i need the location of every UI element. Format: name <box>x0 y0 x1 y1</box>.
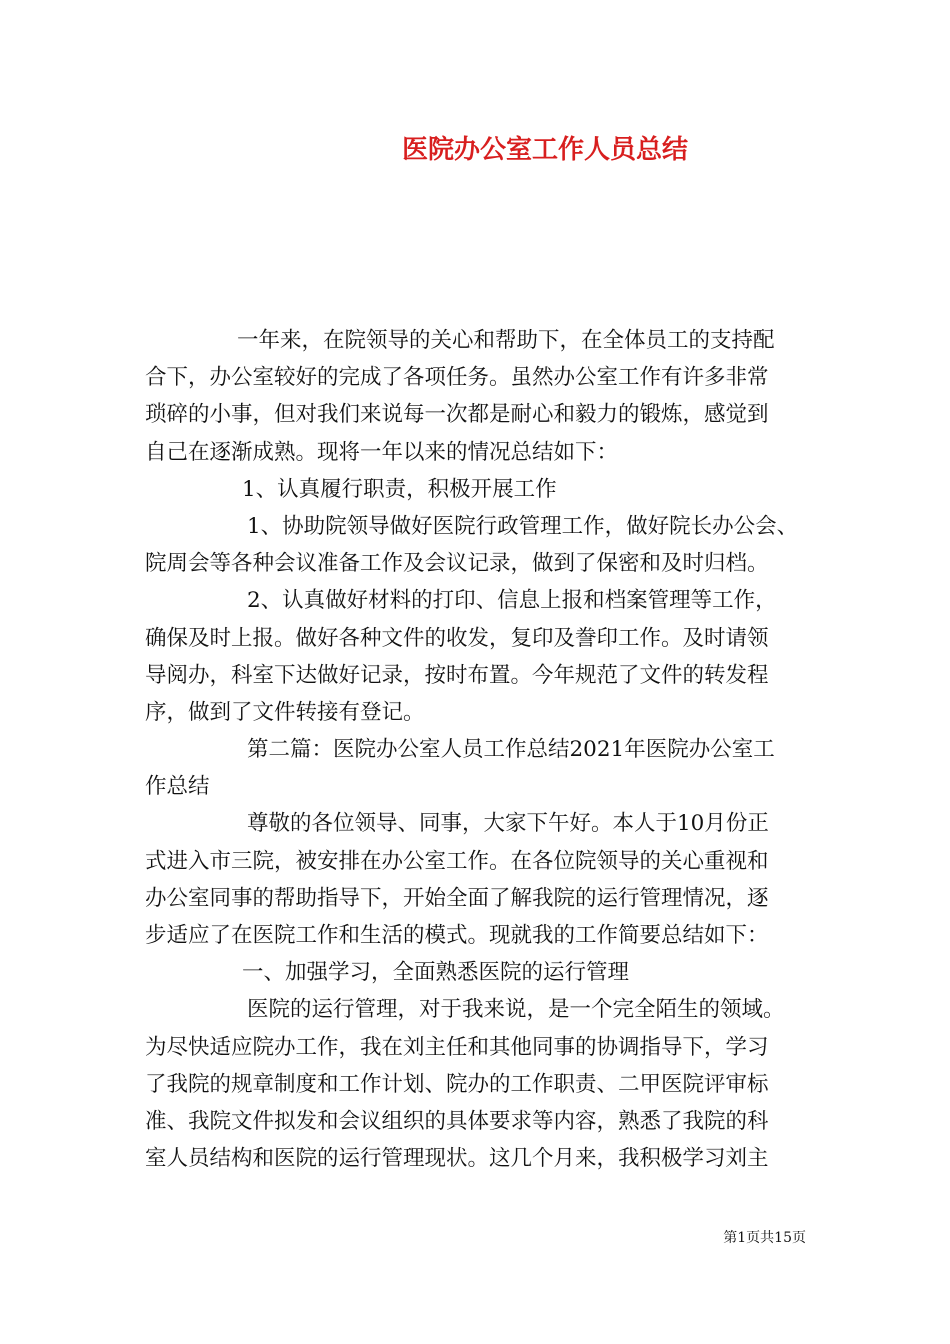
paragraph-line: 办公室同事的帮助指导下，开始全面了解我院的运行管理情况，逐 <box>145 885 769 911</box>
paragraph-line: 琐碎的小事，但对我们来说每一次都是耐心和毅力的锻炼，感觉到 <box>145 402 769 428</box>
paragraph-line: 式进入市三院，被安排在办公室工作。在各位院领导的关心重视和 <box>145 848 769 874</box>
paragraph-line: 合下，办公室较好的完成了各项任务。虽然办公室工作有许多非常 <box>145 365 769 391</box>
paragraph-line: 院周会等各种会议准备工作及会议记录，做到了保密和及时归档。 <box>145 551 769 577</box>
paragraph-line: 一年来，在院领导的关心和帮助下，在全体员工的支持配 <box>237 328 775 353</box>
paragraph-line: 1、协助院领导做好医院行政管理工作，做好院长办公会、 <box>247 513 799 539</box>
document-body <box>145 322 835 1177</box>
page-number: 第1页共15页 <box>723 1230 806 1246</box>
paragraph-line: 了我院的规章制度和工作计划、院办的工作职责、二甲医院评审标 <box>145 1071 769 1097</box>
paragraph-line: 医院的运行管理，对于我来说，是一个完全陌生的领域。 <box>247 997 785 1023</box>
paragraph-line: 准、我院文件拟发和会议组织的具体要求等内容，熟悉了我院的科 <box>145 1108 769 1134</box>
paragraph-line: 导阅办，科室下达做好记录，按时布置。今年规范了文件的转发程 <box>145 662 769 688</box>
section-heading: 一、加强学习，全面熟悉医院的运行管理 <box>242 960 630 986</box>
paragraph-line: 室人员结构和医院的运行管理现状。这几个月来，我积极学习刘主 <box>145 1146 769 1172</box>
document-title: 医院办公室工作人员总结 <box>401 135 688 165</box>
section-heading: 1、认真履行职责，积极开展工作 <box>242 476 557 502</box>
paragraph-line: 尊敬的各位领导、同事，大家下午好。本人于10月份正 <box>247 811 769 837</box>
paragraph-line: 确保及时上报。做好各种文件的收发，复印及誊印工作。及时请领 <box>145 625 769 651</box>
paragraph-line: 自己在逐渐成熟。现将一年以来的情况总结如下： <box>145 439 619 465</box>
chapter-heading: 作总结 <box>145 774 210 800</box>
chapter-heading: 第二篇：医院办公室人员工作总结2021年医院办公室工 <box>247 737 775 763</box>
paragraph-line: 序，做到了文件转接有登记。 <box>145 699 425 725</box>
paragraph-line: 为尽快适应院办工作，我在刘主任和其他同事的协调指导下，学习 <box>145 1034 769 1060</box>
paragraph-line: 步适应了在医院工作和生活的模式。现就我的工作简要总结如下： <box>145 923 769 948</box>
paragraph-line: 2、认真做好材料的打印、信息上报和档案管理等工作， <box>247 588 777 614</box>
